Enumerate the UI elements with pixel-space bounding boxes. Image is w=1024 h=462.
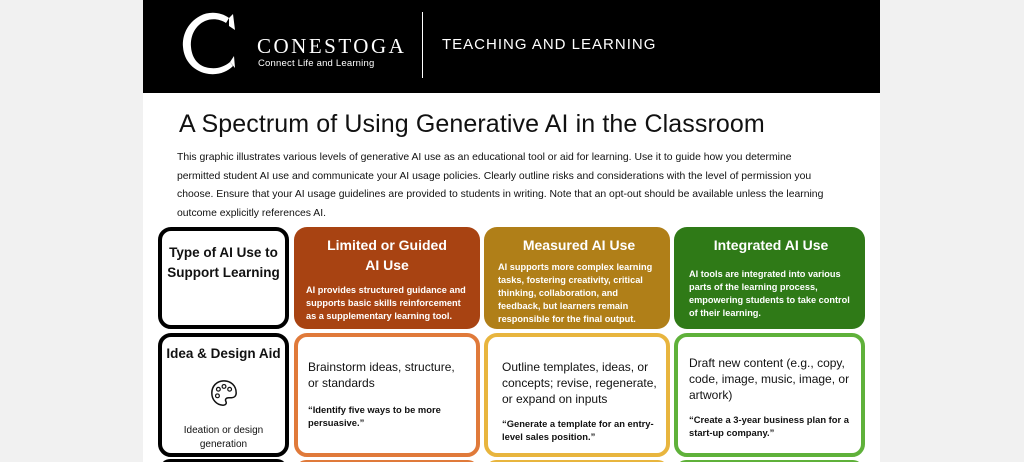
integrated-ai-idea-example: Draft new content (e.g., copy, code, image, music, image, or artwork) [689,356,850,402]
palette-icon [209,378,239,408]
integrated-ai-idea-cell [674,333,865,457]
limited-ai-idea-cell [294,333,480,457]
document-page [143,0,880,462]
intro-paragraph: This graphic illustrates various levels of generative AI use as an educational tool or aid for learning. Use it to guide how you determine permitted student AI use and communicate your AI usage policies. Clearly outline risks and considerations with the level of permission you choose. Ensure that your AI usage guidelines are provided to students in writing. Note that an opt-out should be available unless the learning outcome explicitly references AI. [177,152,824,219]
label-column-title: Type of AI Use to Support Learning [167,245,280,280]
header-divider [422,12,423,78]
header-banner [143,0,880,93]
conestoga-logo-icon [179,10,239,76]
measured-ai-header [484,227,670,329]
limited-ai-header [294,227,480,329]
integrated-ai-idea-quote: “Create a 3-year business plan for a start-up company.” [689,414,849,438]
brand-tagline: Connect Life and Learning [258,58,375,69]
integrated-ai-title: Integrated AI Use [713,237,829,253]
measured-ai-idea-cell [484,333,670,457]
measured-ai-desc: AI supports more complex learning tasks, fostering creativity, critical thinking, collaboration, and feedback, but learners remain responsible for the final output. [498,262,653,324]
integrated-ai-desc: AI tools are integrated into various parts of the learning process, empowering students to take control of their learning. [689,269,850,318]
label-column-header [158,227,289,329]
idea-design-subtitle: Ideation or design generation [183,425,264,450]
limited-ai-idea-example: Brainstorm ideas, structure, or standards [308,360,455,390]
brand-name: CONESTOGA [257,34,407,58]
measured-ai-idea-quote: “Generate a template for an entry-level sales position.” [502,418,654,442]
department-title: TEACHING AND LEARNING [442,36,657,53]
limited-ai-title: Limited or Guided AI Use [327,237,447,273]
integrated-ai-header [674,227,865,329]
measured-ai-title: Measured AI Use [522,237,636,253]
limited-ai-idea-quote: “Identify five ways to be more persuasive.” [308,404,441,428]
page-title: A Spectrum of Using Generative AI in the Classroom [179,110,765,138]
idea-design-title: Idea & Design Aid [166,346,281,361]
idea-design-row-label [158,333,289,457]
measured-ai-idea-example: Outline templates, ideas, or concepts; revise, regenerate, or expand on inputs [502,360,657,406]
limited-ai-desc: AI provides structured guidance and supports basic skills reinforcement as a supplementary learning tool. [306,285,466,321]
